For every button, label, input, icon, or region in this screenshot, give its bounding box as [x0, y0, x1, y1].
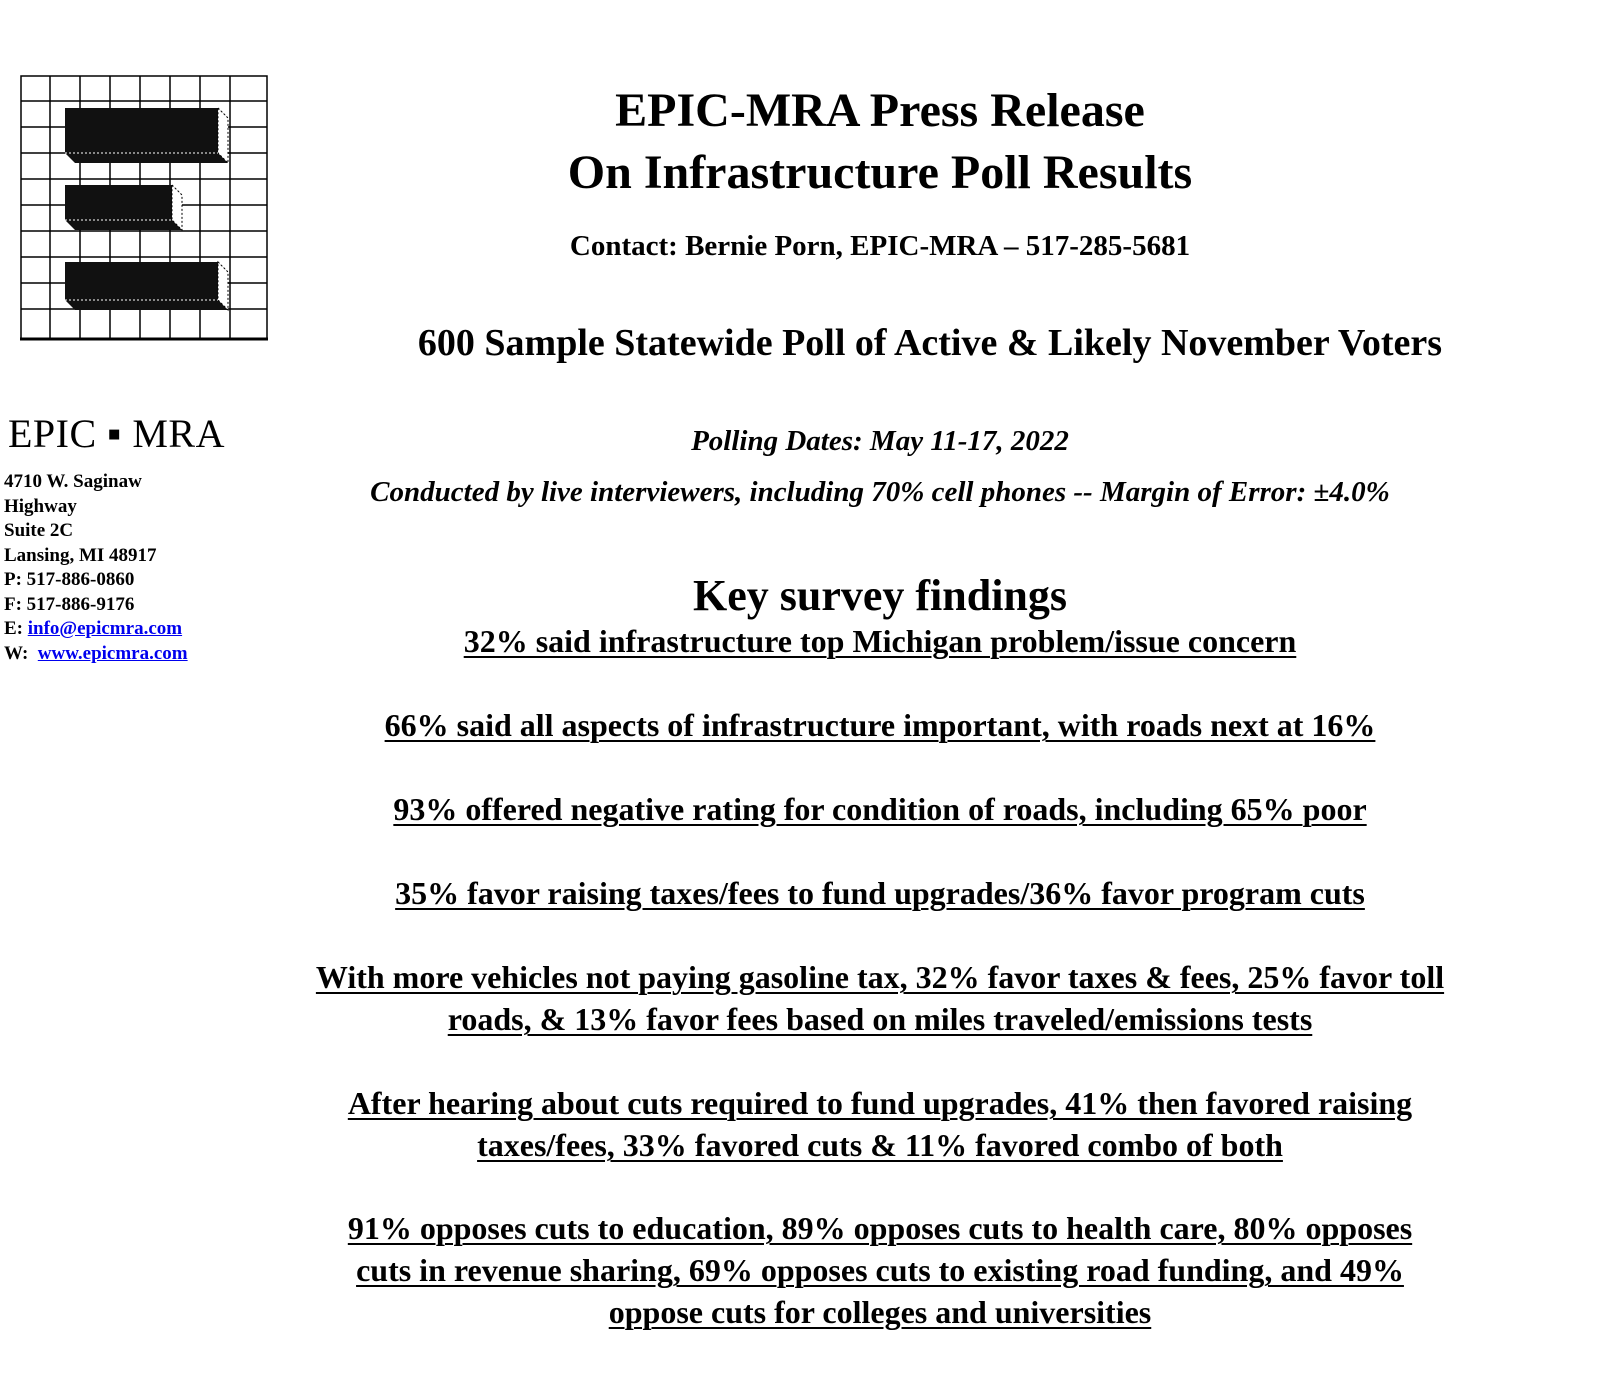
contact-line: Contact: Bernie Porn, EPIC-MRA – 517-285-5681	[569, 230, 1191, 262]
email-row	[4, 617, 204, 642]
finding-item: 32% said infrastructure top Michigan problem/issue concern	[463, 623, 1297, 659]
finding-item: 35% favor raising taxes/fees to fund upgrades/36% favor program cuts	[395, 875, 1365, 911]
finding-item: 93% offered negative rating for condition of roads, including 65% poor	[393, 791, 1367, 827]
website-prefix: W:	[4, 642, 29, 664]
address-block	[4, 470, 204, 666]
sample-description: 600 Sample Statewide Poll of Active & Likely November Voters	[417, 322, 1443, 364]
title-line: EPIC-MRA Press Release	[615, 84, 1145, 137]
polling-dates: Polling Dates: May 11-17, 2022	[691, 425, 1069, 457]
page-title	[280, 80, 1480, 204]
address-line: Suite 2C	[4, 520, 74, 541]
fax-number: F: 517-886-9176	[4, 593, 135, 615]
address-line: Lansing, MI 48917	[4, 544, 157, 566]
company-name: EPIC ▪ MRA	[8, 411, 225, 456]
title-line: On Infrastructure Poll Results	[567, 146, 1193, 199]
methodology: Conducted by live interviewers, including 70% cell phones -- Margin of Error: ±4.0%	[370, 476, 1390, 508]
finding-item: After hearing about cuts required to fund upgrades, 41% then favored raising taxes/fees, 33% favored cuts & 11% favored combo of both	[347, 1085, 1413, 1163]
website-link[interactable]: www.epicmra.com	[37, 642, 188, 664]
email-link[interactable]: info@epicmra.com	[27, 618, 183, 639]
website-row	[4, 642, 204, 667]
findings-heading: Key survey findings	[692, 571, 1068, 620]
finding-item: 66% said all aspects of infrastructure important, with roads next at 16%	[384, 707, 1376, 743]
finding-item: 91% opposes cuts to education, 89% opposes cuts to health care, 80% opposes cuts in revenue sharing, 69% opposes cuts to existing road funding, and 49% oppose cuts for colleges and universities	[347, 1210, 1413, 1330]
finding-item: With more vehicles not paying gasoline tax, 32% favor taxes & fees, 25% favor toll roads, & 13% favor fees based on miles traveled/emissions tests	[315, 959, 1445, 1037]
phone-number: P: 517-886-0860	[4, 569, 135, 590]
email-prefix: E:	[4, 618, 23, 639]
address-line: 4710 W. Saginaw Highway	[4, 471, 142, 517]
epic-mra-logo	[20, 75, 270, 345]
